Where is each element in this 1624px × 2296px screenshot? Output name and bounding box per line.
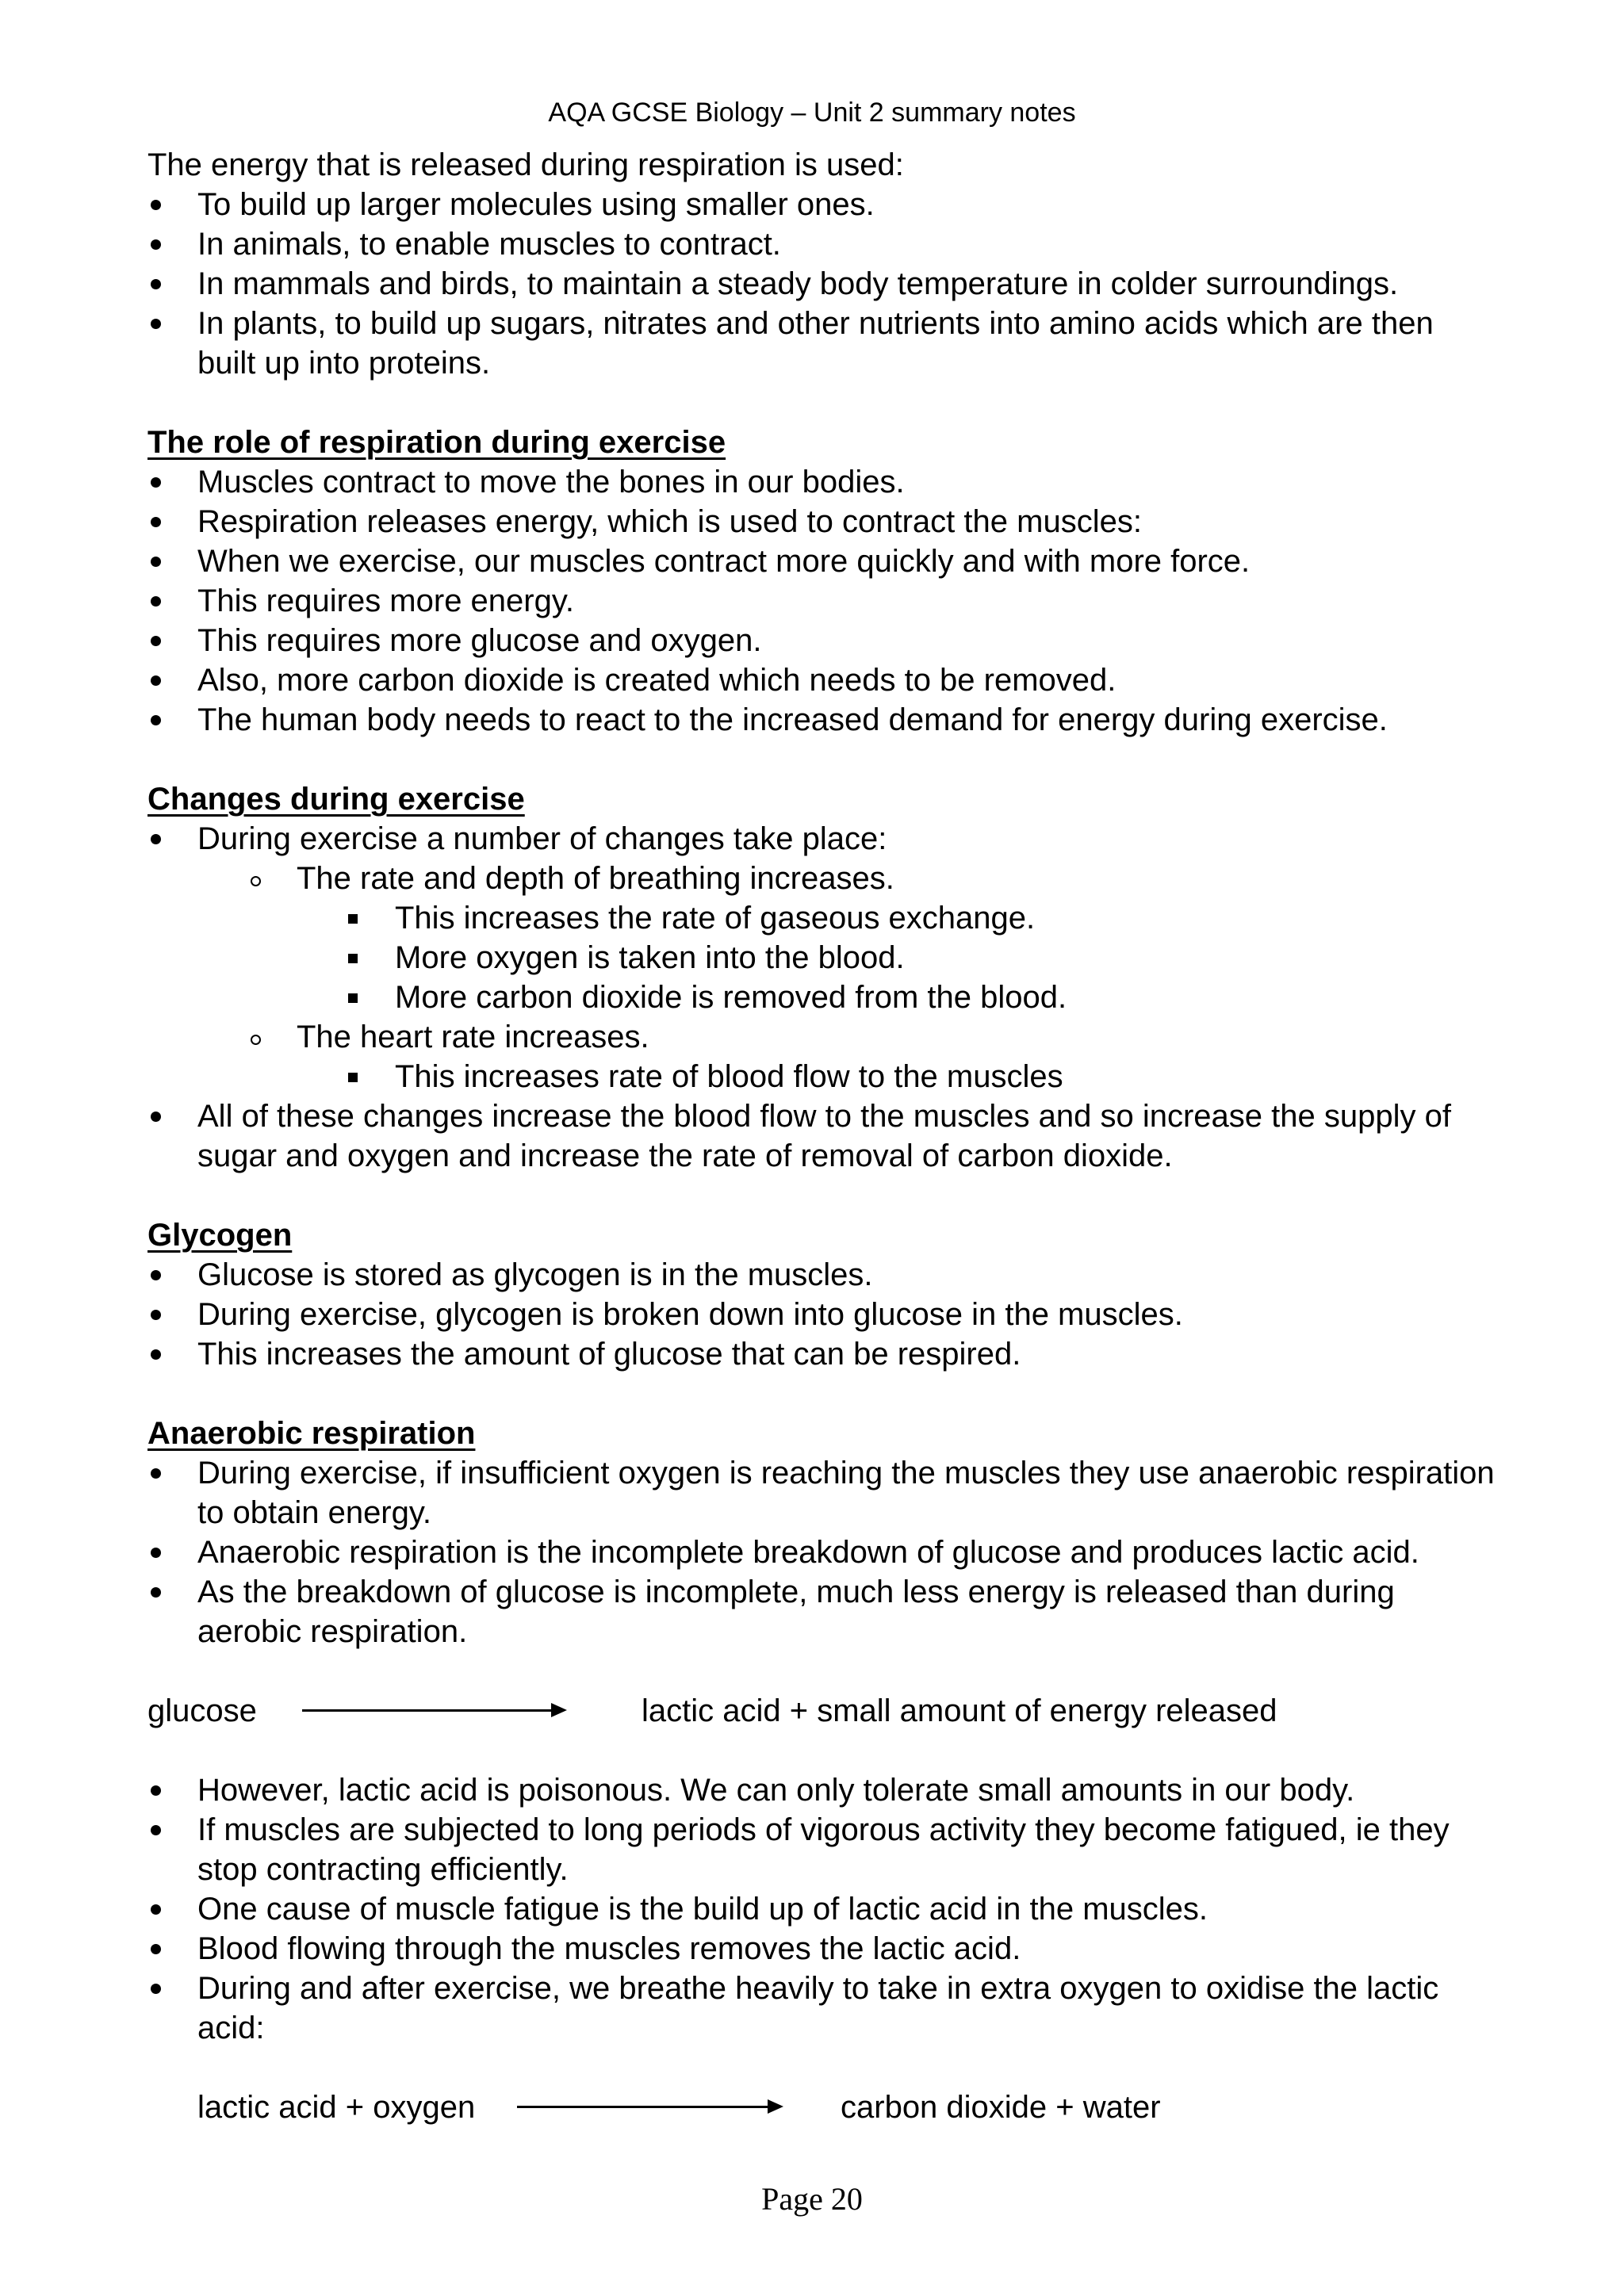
list-item: This requires more energy. (147, 581, 1496, 621)
document-header: AQA GCSE Biology – Unit 2 summary notes (548, 98, 1076, 128)
list-item: In animals, to enable muscles to contract. (147, 224, 1496, 264)
anaerobic-list (147, 1453, 1496, 1651)
page-body (147, 145, 1496, 2127)
intro-bullet-list (147, 185, 1496, 383)
list-item: However, lactic acid is poisonous. We can only tolerate small amounts in our body. (147, 1770, 1496, 1810)
section-heading-glycogen: Glycogen (147, 1218, 293, 1253)
anaerobic-equation (147, 1691, 1496, 1731)
detail-item: More oxygen is taken into the blood. (147, 938, 1496, 978)
equation-reactants: lactic acid + oxygen (197, 2090, 476, 2125)
heart-details-list (147, 1057, 1496, 1096)
oxidation-equation (147, 2087, 1496, 2127)
list-item: During exercise, glycogen is broken down into glucose in the muscles. (147, 1295, 1496, 1334)
list-item: Anaerobic respiration is the incomplete breakdown of glucose and produces lactic acid. (147, 1533, 1496, 1572)
equation-product: lactic acid + small amount of energy released (642, 1693, 1277, 1728)
list-item: In mammals and birds, to maintain a steady body temperature in colder surroundings. (147, 264, 1496, 304)
list-item: This requires more glucose and oxygen. (147, 621, 1496, 660)
list-item: Glucose is stored as glycogen is in the muscles. (147, 1255, 1496, 1295)
changes-sublist (147, 859, 1496, 898)
equation-reactant: glucose (147, 1693, 257, 1728)
detail-item: This increases the rate of gaseous exchange. (147, 898, 1496, 938)
list-item: During exercise, if insufficient oxygen is reaching the muscles they use anaerobic respiration to obtain energy. (147, 1453, 1496, 1533)
list-item: If muscles are subjected to long periods of vigorous activity they become fatigued, ie they stop contracting efficiently. (147, 1810, 1496, 1889)
list-item: This increases the amount of glucose that can be respired. (147, 1334, 1496, 1374)
list-item: When we exercise, our muscles contract more quickly and with more force. (147, 541, 1496, 581)
list-item: All of these changes increase the blood flow to the muscles and so increase the supply of sugar and oxygen and increase the rate of removal of carbon dioxide. (147, 1096, 1496, 1176)
page-number: Page 20 (761, 2181, 863, 2217)
equation-products: carbon dioxide + water (841, 2090, 1161, 2125)
list-item: During exercise a number of changes take place: (147, 819, 1496, 859)
changes-summary-list (147, 1096, 1496, 1176)
changes-list (147, 819, 1496, 859)
respiration-exercise-list (147, 462, 1496, 740)
list-item: Blood flowing through the muscles removes the lactic acid. (147, 1929, 1496, 1969)
list-item: The human body needs to react to the increased demand for energy during exercise. (147, 700, 1496, 740)
breathing-details-list (147, 898, 1496, 1017)
reaction-arrow-icon (302, 1709, 564, 1712)
section-heading-changes: Changes during exercise (147, 782, 525, 817)
reaction-arrow-icon (517, 2106, 780, 2108)
detail-item: More carbon dioxide is removed from the blood. (147, 978, 1496, 1017)
section-heading-anaerobic: Anaerobic respiration (147, 1416, 476, 1451)
list-item: Also, more carbon dioxide is created which needs to be removed. (147, 660, 1496, 700)
sub-list-item: The heart rate increases. (147, 1017, 1496, 1057)
glycogen-list (147, 1255, 1496, 1374)
list-item: To build up larger molecules using smaller ones. (147, 185, 1496, 224)
sub-list-item: The rate and depth of breathing increases. (147, 859, 1496, 898)
detail-item: This increases rate of blood flow to the muscles (147, 1057, 1496, 1096)
list-item: During and after exercise, we breathe heavily to take in extra oxygen to oxidise the lactic acid: (147, 1969, 1496, 2048)
intro-text: The energy that is released during respiration is used: (147, 147, 904, 182)
list-item: One cause of muscle fatigue is the build up of lactic acid in the muscles. (147, 1889, 1496, 1929)
list-item: In plants, to build up sugars, nitrates and other nutrients into amino acids which are then built up into proteins. (147, 304, 1496, 383)
lactic-acid-list (147, 1770, 1496, 2048)
list-item: Respiration releases energy, which is used to contract the muscles: (147, 502, 1496, 541)
list-item: As the breakdown of glucose is incomplete, much less energy is released than during aerobic respiration. (147, 1572, 1496, 1651)
list-item: Muscles contract to move the bones in our bodies. (147, 462, 1496, 502)
section-heading-respiration-exercise: The role of respiration during exercise (147, 425, 726, 460)
changes-sublist (147, 1017, 1496, 1057)
